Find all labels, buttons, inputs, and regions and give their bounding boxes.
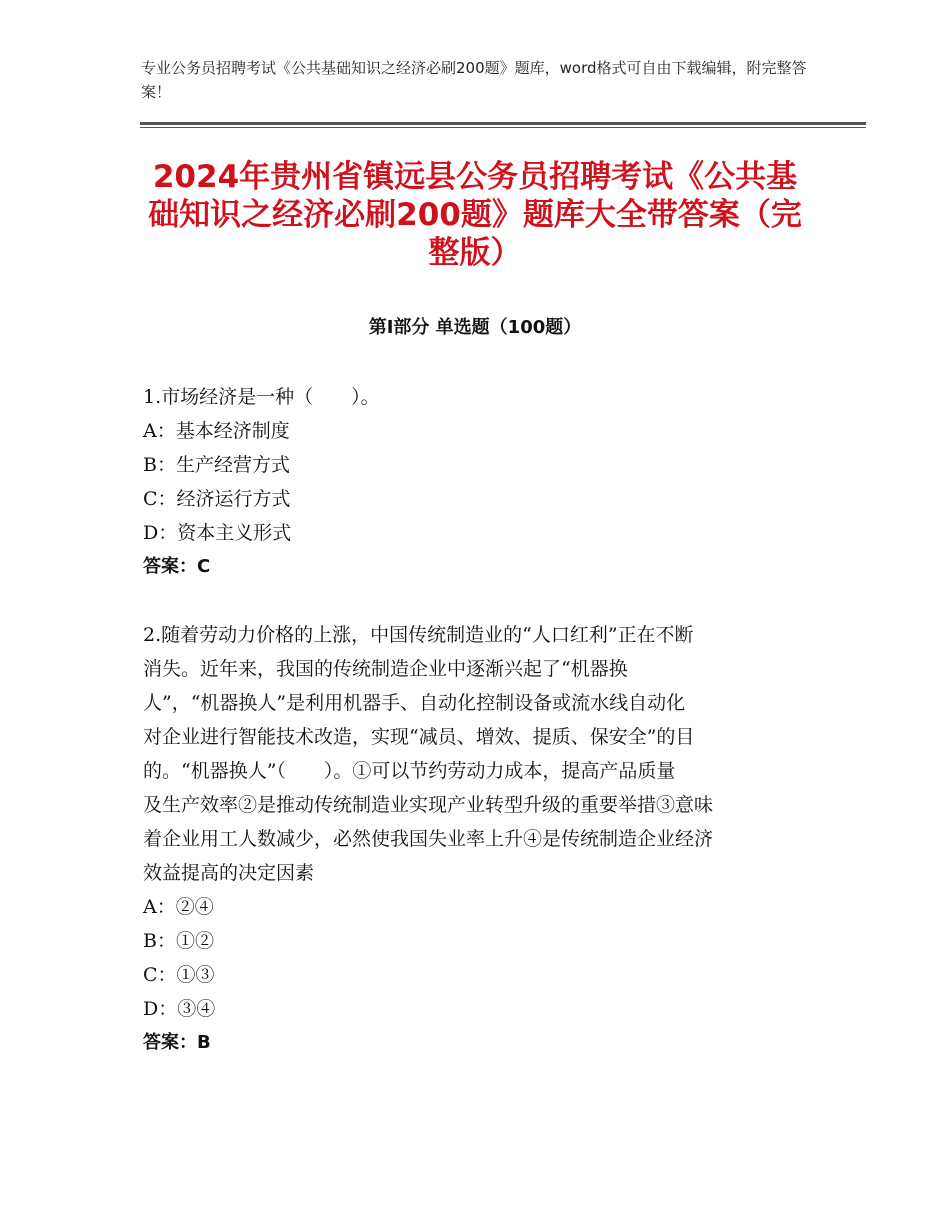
option-a: A：基本经济制度 — [143, 420, 290, 442]
question-stem-line: 对企业进行智能技术改造，实现“减员、增效、提质、保安全”的目 — [143, 726, 695, 748]
option-d: D：资本主义形式 — [143, 522, 292, 544]
section-heading: 第Ⅰ部分 单选题（100题） — [368, 317, 582, 338]
option-c: C：经济运行方式 — [143, 488, 291, 510]
answer: 答案：C — [143, 556, 211, 577]
question-1 — [143, 380, 799, 584]
question-2 — [143, 618, 799, 1060]
option-d: D：③④ — [143, 998, 216, 1020]
question-stem-line: 及生产效率②是推动传统制造业实现产业转型升级的重要举措③意味 — [143, 794, 714, 816]
question-stem: 1.市场经济是一种（ ）。 — [143, 386, 380, 408]
question-stem-line: 消失。近年来，我国的传统制造企业中逐渐兴起了“机器换 — [143, 658, 628, 680]
question-stem-line: 的。“机器换人”（ ）。①可以节约劳动力成本，提高产品质量 — [143, 760, 676, 782]
question-stem-line: 人”，“机器换人”是利用机器手、自动化控制设备或流水线自动化 — [143, 692, 686, 714]
header-note: 专业公务员招聘考试《公共基础知识之经济必刷200题》题库，word格式可自由下载编辑，附完整答案！ — [141, 59, 807, 101]
option-b: B：生产经营方式 — [143, 454, 290, 476]
option-a: A：②④ — [143, 896, 214, 918]
document-title: 2024年贵州省镇远县公务员招聘考试《公共基础知识之经济必刷200题》题库大全带答案（完整版） — [148, 159, 802, 271]
option-c: C：①③ — [143, 964, 215, 986]
option-b: B：①② — [143, 930, 214, 952]
header-divider-thin — [140, 127, 866, 128]
question-stem-line: 效益提高的决定因素 — [143, 862, 315, 884]
answer: 答案：B — [143, 1032, 211, 1053]
question-stem-line: 着企业用工人数减少，必然使我国失业率上升④是传统制造企业经济 — [143, 828, 714, 850]
header-divider-thick — [140, 122, 866, 125]
question-stem-line: 2.随着劳动力价格的上涨，中国传统制造业的“人口红利”正在不断 — [143, 624, 694, 646]
